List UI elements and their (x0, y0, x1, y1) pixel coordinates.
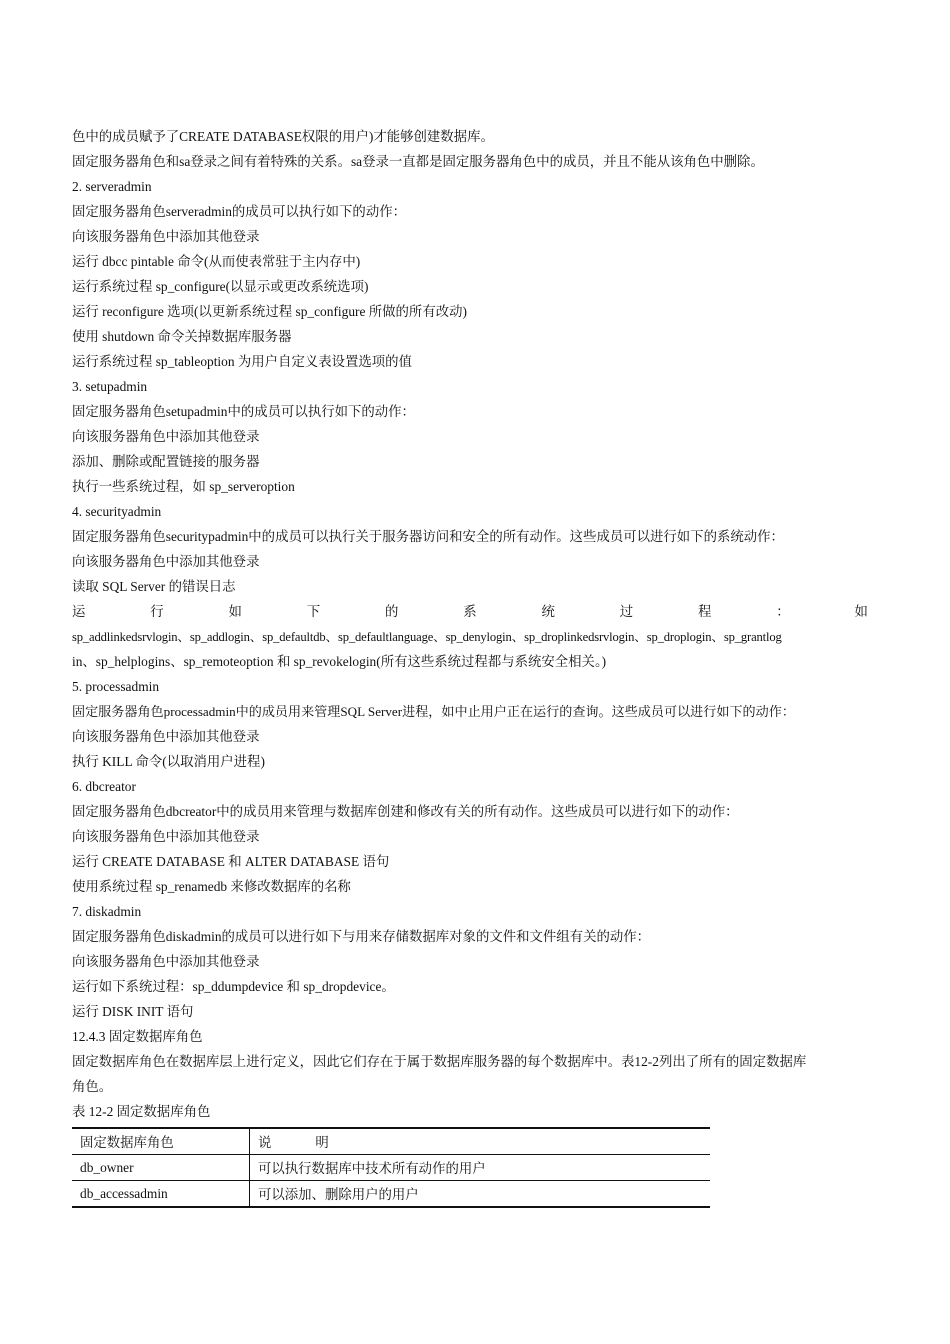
section-heading: 4. securityadmin (72, 504, 162, 519)
header-cell-desc: 说 明 (250, 1128, 711, 1155)
list-item: 使用 shutdown 命令关掉数据库服务器 (72, 329, 292, 344)
list-item: 添加、删除或配置链接的服务器 (72, 454, 260, 469)
char: 系 (463, 604, 477, 619)
list-item: 使用系统过程 sp_renamedb 来修改数据库的名称 (72, 879, 351, 894)
text-line: 固定服务器角色serveradmin的成员可以执行如下的动作： (72, 204, 406, 219)
char: 过 (619, 604, 634, 619)
table-row (72, 1181, 710, 1208)
list-item: 执行一些系统过程，如 sp_serveroption (72, 479, 295, 494)
text-fragment: 固定服务器角色和sa登录之间有着特殊的关系。sa登录一直都是固定服务器角色中的成员，并且不能从该角色中删除。 (72, 154, 764, 169)
list-item: 向该服务器角色中添加其他登录 (72, 554, 260, 569)
document-page (72, 124, 868, 1208)
char: 程 (698, 604, 712, 619)
char: 行 (150, 604, 164, 619)
section-heading: 7. diskadmin (72, 904, 142, 919)
justified-line (72, 599, 868, 624)
list-item: 运行系统过程 sp_tableoption 为用户自定义表设置选项的值 (72, 354, 412, 369)
list-item: 运行 dbcc pintable 命令(从而使表常驻于主内存中) (72, 254, 361, 269)
table-header-row (72, 1128, 710, 1155)
paragraph-line: 角色。 (72, 1079, 113, 1094)
list-item: 运行系统过程 sp_configure(以显示或更改系统选项) (72, 279, 369, 294)
list-item: 向该服务器角色中添加其他登录 (72, 829, 260, 844)
char: 如 (228, 604, 242, 619)
table-caption: 表 12-2 固定数据库角色 (72, 1104, 211, 1119)
section-heading: 2. serveradmin (72, 179, 152, 194)
list-item: 执行 KILL 命令(以取消用户进程) (72, 754, 265, 769)
char: 的 (385, 604, 399, 619)
text-line: 固定服务器角色dbcreator中的成员用来管理与数据库创建和修改有关的所有动作。这些成员可以进行如下的动作： (72, 804, 739, 819)
cell-desc: 可以执行数据库中技术所有动作的用户 (250, 1155, 711, 1181)
list-item: 向该服务器角色中添加其他登录 (72, 729, 260, 744)
list-item: 向该服务器角色中添加其他登录 (72, 429, 260, 444)
text-fragment: 色中的成员赋予了CREATE DATABASE权限的用户)才能够创建数据库。 (72, 129, 494, 144)
list-item: 向该服务器角色中添加其他登录 (72, 229, 260, 244)
cell-role: db_owner (72, 1155, 250, 1181)
list-item: 向该服务器角色中添加其他登录 (72, 954, 260, 969)
cell-desc: 可以添加、删除用户的用户 (250, 1181, 711, 1208)
subsection-heading: 12.4.3 固定数据库角色 (72, 1029, 203, 1044)
char: ： (776, 604, 790, 619)
list-item: 运行 reconfigure 选项(以更新系统过程 sp_configure 所做的所有改动) (72, 304, 467, 319)
section-heading: 3. setupadmin (72, 379, 148, 394)
list-item: 运行 DISK INIT 语句 (72, 1004, 194, 1019)
cell-role: db_accessadmin (72, 1181, 250, 1208)
text-line: 固定服务器角色processadmin中的成员用来管理SQL Server进程，如中止用户正在运行的查询。这些成员可以进行如下的动作： (72, 704, 795, 719)
text-line: 固定服务器角色setupadmin中的成员可以执行如下的动作： (72, 404, 415, 419)
char: 如 (854, 604, 868, 619)
fixed-db-roles-table (72, 1127, 710, 1208)
list-item: 运行 CREATE DATABASE 和 ALTER DATABASE 语句 (72, 854, 390, 869)
list-item: 读取 SQL Server 的错误日志 (72, 579, 236, 594)
section-heading: 6. dbcreator (72, 779, 136, 794)
char: 运 (72, 604, 86, 619)
char: 下 (306, 604, 321, 619)
text-line (72, 149, 868, 174)
procedures-line: sp_addlinkedsrvlogin、sp_addlogin、sp_defaultdb、sp_defaultlanguage、sp_denylogin、sp_droplinkedsrvlogin、sp_droplogin、sp_grantlog (72, 630, 782, 644)
table-row (72, 1155, 710, 1181)
list-item: 运行如下系统过程：sp_ddumpdevice 和 sp_dropdevice。 (72, 979, 395, 994)
text-line (72, 124, 868, 149)
header-cell-role: 固定数据库角色 (72, 1128, 250, 1155)
char: 统 (541, 604, 555, 619)
section-heading: 5. processadmin (72, 679, 160, 694)
paragraph-line: 固定数据库角色在数据库层上进行定义，因此它们存在于属于数据库服务器的每个数据库中。表12-2列出了所有的固定数据库 (72, 1054, 807, 1069)
text-line: 固定服务器角色securitypadmin中的成员可以执行关于服务器访问和安全的所有动作。这些成员可以进行如下的系统动作： (72, 529, 784, 544)
text-line: 固定服务器角色diskadmin的成员可以进行如下与用来存储数据库对象的文件和文件组有关的动作： (72, 929, 651, 944)
procedures-line: in、sp_helplogins、sp_remoteoption 和 sp_revokelogin(所有这些系统过程都与系统安全相关。) (72, 654, 607, 669)
